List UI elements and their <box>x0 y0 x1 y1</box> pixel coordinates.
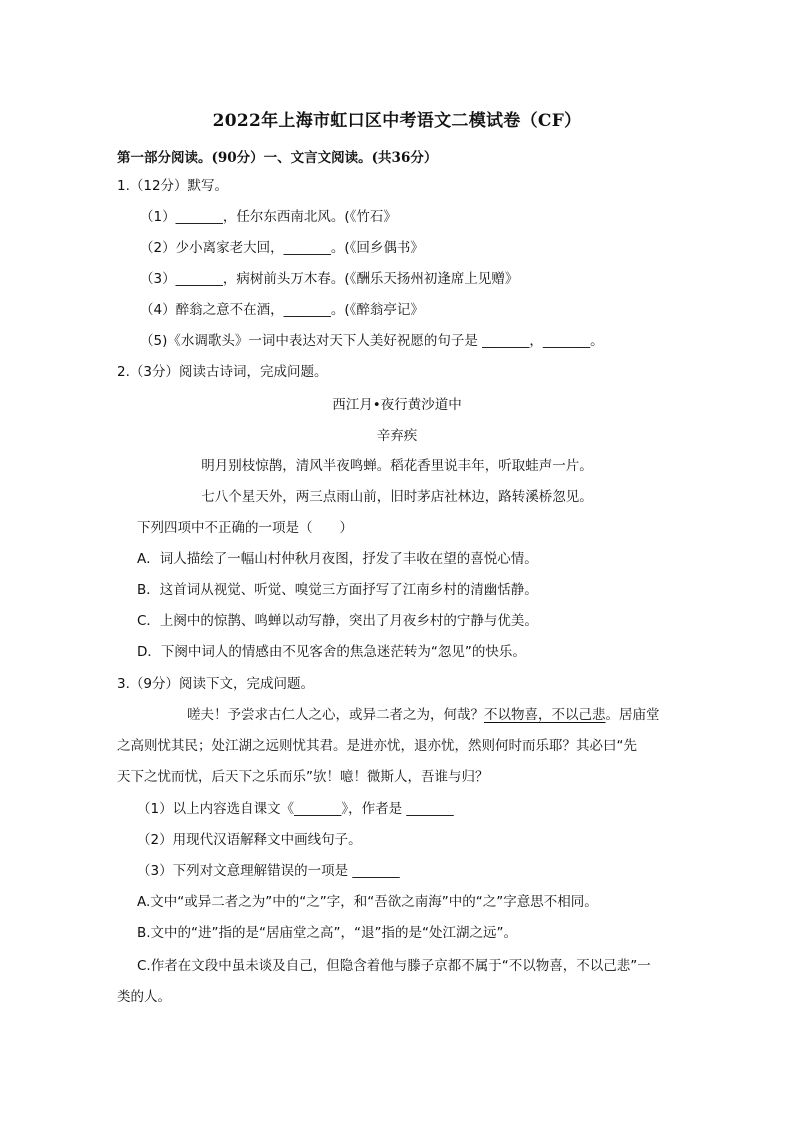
poem-line: 明月别枝惊鹊，清风半夜鸣蝉。稻花香里说丰年，听取蛙声一片。 <box>201 458 593 474</box>
passage-line <box>187 705 660 725</box>
poem-title: 西江月•夜行黄沙道中 <box>332 397 462 413</box>
question-1-item: （5)《水调歌头》一词中表达对天下人美好祝愿的句子是 _______，_______。 <box>140 333 604 349</box>
question-1-item: （2）少小离家老大回，_______。(《回乡偶书》 <box>140 240 424 256</box>
question-1-item: （3）_______，病树前头万木春。(《酬乐天扬州初逢席上见赠》 <box>140 271 519 287</box>
option-b: B．这首词从视觉、听觉、嗅觉三方面抒写了江南乡村的清幽恬静。 <box>137 582 538 598</box>
passage-line: 天下之忧而忧，后天下之乐而乐”欤！噫！微斯人，吾谁与归？ <box>117 769 489 785</box>
underlined-sentence: 不以物喜，不以己悲 <box>484 707 606 723</box>
question-3-sub-2: （2）用现代汉语解释文中画线句子。 <box>137 832 362 848</box>
section-heading: 第一部分阅读。(90分）一、文言文阅读。(共36分） <box>117 150 438 166</box>
option-c: C.作者在文段中虽未谈及自己，但隐含着他与滕子京都不属于“不以物喜，不以己悲”一 <box>137 958 651 974</box>
passage-text: 。居庙堂 <box>605 707 660 723</box>
question-2-prompt: 下列四项中不正确的一项是（ ） <box>137 520 353 536</box>
option-d: D．下阕中词人的情感由不见客舍的焦急迷茫转为“忽见”的快乐。 <box>137 644 526 660</box>
question-1-item: （4）醉翁之意不在酒，_______。(《醉翁亭记》 <box>140 302 424 318</box>
poem-line: 七八个星天外，两三点雨山前，旧时茅店社林边，路转溪桥忽见。 <box>201 489 593 505</box>
question-1-item: （1）_______，任尔东西南北风。(《竹石》 <box>140 209 397 225</box>
passage-text: 嗟夫！予尝求古仁人之心，或异二者之为，何哉？ <box>187 707 484 723</box>
option-c: C．上阕中的惊鹊、鸣蝉以动写静，突出了月夜乡村的宁静与优美。 <box>137 613 538 629</box>
option-a: A．词人描绘了一幅山村仲秋月夜图，抒发了丰收在望的喜悦心情。 <box>137 551 538 567</box>
question-3-sub-3: （3）下列对文意理解错误的一项是 _______ <box>137 863 400 879</box>
question-3-stem: 3.（9分）阅读下文，完成问题。 <box>117 676 314 692</box>
option-a: A.文中“或异二者之为”中的“之”字，和“吾欲之南海”中的“之”字意思不相同。 <box>137 894 598 910</box>
question-2-stem: 2.（3分）阅读古诗词，完成问题。 <box>117 364 328 380</box>
option-c-continued: 类的人。 <box>117 989 171 1005</box>
question-3-sub-1: （1）以上内容选自课文《_______》，作者是 _______ <box>137 801 454 817</box>
poem-author: 辛弃疾 <box>376 428 418 444</box>
option-b: B.文中的“进”指的是“居庙堂之高”，“退”指的是“处江湖之远”。 <box>137 925 518 941</box>
page-title: 2022年上海市虹口区中考语文二模试卷（CF） <box>212 111 582 131</box>
question-1-stem: 1.（12分）默写。 <box>117 178 229 194</box>
passage-line: 之高则忧其民；处江湖之远则忧其君。是进亦忧，退亦忧，然则何时而乐耶？其必曰“先 <box>117 738 637 754</box>
